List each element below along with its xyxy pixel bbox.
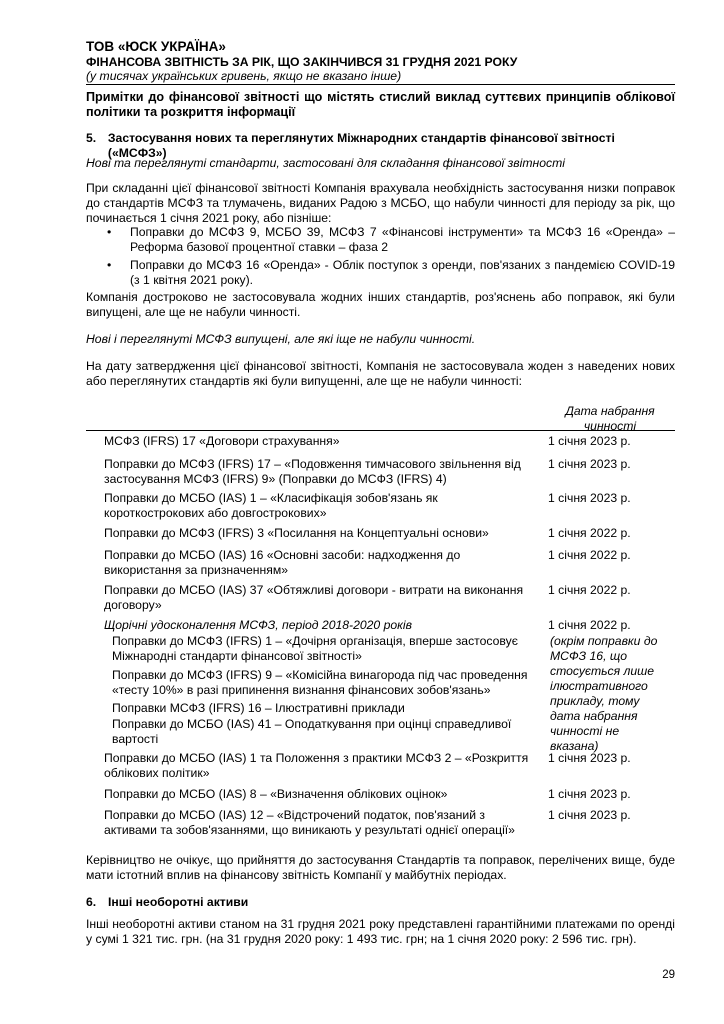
list-item: [86, 258, 675, 288]
standard-name: МСФЗ (IFRS) 17 «Договори страхування»: [104, 434, 340, 448]
table-row: [104, 526, 672, 541]
standard-name: Поправки до МСБО (IAS) 37 «Обтяжливі договори - витрати на виконання договору»: [104, 583, 524, 612]
table-row: [104, 751, 672, 781]
page-header: [86, 39, 676, 84]
standard-name: Поправки до МСФЗ (IFRS) 17 – «Подовження тимчасового звільнення від застосування МСФЗ (IFRS) 9» (Поправки до МСФЗ (IFRS) 4): [104, 457, 521, 486]
effective-date: 1 січня 2022 р.: [548, 548, 631, 562]
table-row: [104, 434, 672, 449]
annual-improvement-item: Поправки до МСФЗ (IFRS) 9 – «Комісійна винагорода під час проведення «тесту 10%» в разі припинення визнання фінансових зобов'язань»: [112, 668, 528, 697]
table-row: [104, 548, 672, 578]
standard-name: Поправки до МСБО (IAS) 16 «Основні засоби: надходження до використання за призначенням»: [104, 548, 461, 577]
table-row: [104, 583, 672, 613]
bullet-list: [86, 225, 675, 291]
annual-improvement-item: Поправки до МСФЗ (IFRS) 1 – «Дочірня організація, вперше застосовує Міжнародні стандарти фінансової звітності»: [112, 634, 518, 663]
effective-date: 1 січня 2023 р.: [548, 434, 631, 448]
table-row: [104, 808, 672, 838]
report-title: ФІНАНСОВА ЗВІТНІСТЬ ЗА РІК, ЩО ЗАКІНЧИВСЯ 31 ГРУДНЯ 2021 РОКУ: [86, 55, 518, 69]
effective-date: 1 січня 2023 р.: [548, 491, 631, 505]
annual-improvement-item: Поправки МСФЗ (IFRS) 16 – Ілюстративні приклади: [112, 701, 405, 715]
bullet-text: Поправки до МСФЗ 16 «Оренда» - Облік поступок з оренди, пов'язаних з пандемією COVID-19 (з 1 квітня 2021 року).: [130, 258, 675, 287]
table-row-annual-improvements: [104, 618, 672, 633]
effective-date: 1 січня 2023 р.: [548, 457, 631, 471]
header-divider: [86, 84, 675, 85]
table-header-rule: [86, 430, 675, 431]
standard-name: Поправки до МСБО (IAS) 12 – «Відстрочений податок, пов'язаний з активами та зобов'язаннями, що виникають у результаті однієї операції»: [104, 808, 515, 837]
notes-title: Примітки до фінансової звітності що містять стислий виклад суттєвих принципів облікової політики та розкриття інформації: [86, 90, 675, 119]
page-number: 29: [662, 969, 675, 981]
table-header-effective-date: Дата набрання чинності: [565, 404, 655, 433]
effective-date: 1 січня 2023 р.: [548, 808, 631, 822]
paragraph-not-applied: На дату затвердження цієї фінансової звітності, Компанія не застосовувала жоден з наведених нових або переглянутих стандартів які були випущенні, але ще не набули чинності:: [86, 359, 675, 388]
effective-date: 1 січня 2023 р.: [548, 787, 631, 801]
section-6-number: 6.: [86, 895, 97, 909]
paragraph-other-noncurrent-assets: Інші необоротні активи станом на 31 грудня 2021 року представлені гарантійними платежами по оренді у сумі 1 321 тис. грн. (на 31 грудня 2020 року: 1 493 тис. грн; на 1 січня 2020 року: 2 596 тис. грн).: [86, 917, 675, 946]
effective-date: 1 січня 2023 р.: [548, 751, 631, 765]
standard-name: Поправки до МСБО (IAS) 1 – «Класифікація зобов'язань як короткострокових або довгострокових»: [104, 491, 438, 520]
standard-name: Поправки до МСБО (IAS) 8 – «Визначення облікових оцінок»: [104, 787, 448, 801]
annual-improvements-title: Щорічні удосконалення МСФЗ, період 2018-2020 років: [104, 618, 412, 632]
effective-date: 1 січня 2022 р.: [548, 526, 631, 540]
annual-improvements-note: (окрім поправки до МСФЗ 16, що стосується лише ілюстративного прикладу, тому дата набрання чинності не вказана): [550, 634, 658, 753]
standard-name: Поправки до МСФЗ (IFRS) 3 «Посилання на Концептуальні основи»: [104, 526, 489, 540]
paragraph-management-expectation: Керівництво не очікує, що прийняття до застосування Стандартів та поправок, перелічених вище, буде мати істотний вплив на фінансову звітність Компанії у майбутніх періодах.: [86, 853, 675, 882]
paragraph-amendments-applied: При складанні цієї фінансової звітності Компанія врахувала необхідність застосування низки поправок до стандартів МСФЗ та тлумачень, виданих Радою з МСБО, що набули чинності для періоду за рік, що починається 1 січня 2021 року, або пізніше:: [86, 181, 675, 225]
section-5-number: 5.: [86, 131, 97, 145]
section-6-heading: [86, 895, 675, 910]
section-6-title: Інші необоротні активи: [108, 895, 249, 909]
company-name: ТОВ «ЮСК УКРАЇНА»: [86, 39, 226, 54]
units-note: (у тисячах українських гривень, якщо не вказано інше): [86, 69, 402, 83]
standard-name: Поправки до МСБО (IAS) 1 та Положення з практики МСФЗ 2 – «Розкриття облікових політик»: [104, 751, 529, 780]
bullet-text: Поправки до МСФЗ 9, МСБО 39, МСФЗ 7 «Фінансові інструменти» та МСФЗ 16 «Оренда» – Реформа базової процентної ставки – фаза 2: [130, 225, 675, 254]
bullet-icon: •: [107, 258, 112, 272]
table-row: [104, 787, 672, 802]
subheading-issued-not-effective: Нові і переглянуті МСФЗ випущені, але які іще не набули чинності.: [86, 332, 476, 346]
annual-improvement-item: Поправки до МСБО (IAS) 41 – Оподаткування при оцінці справедливої вартості: [112, 717, 512, 746]
bullet-icon: •: [107, 225, 112, 239]
section-5-title: Застосування нових та переглянутих Міжнародних стандартів фінансової звітності («МСФЗ»): [107, 131, 615, 160]
list-item: [86, 225, 675, 255]
table-row: [104, 457, 672, 487]
paragraph-no-early-adoption: Компанія достроково не застосовувала жодних інших стандартів, роз'яснень або поправок, які були випущені, але ще не набули чинності.: [86, 290, 675, 319]
effective-date: 1 січня 2022 р.: [548, 583, 631, 597]
effective-date: 1 січня 2022 р.: [548, 618, 631, 632]
subheading-applied-standards: Нові та переглянуті стандарти, застосовані для складання фінансової звітності: [86, 156, 565, 170]
table-row: [104, 491, 672, 521]
